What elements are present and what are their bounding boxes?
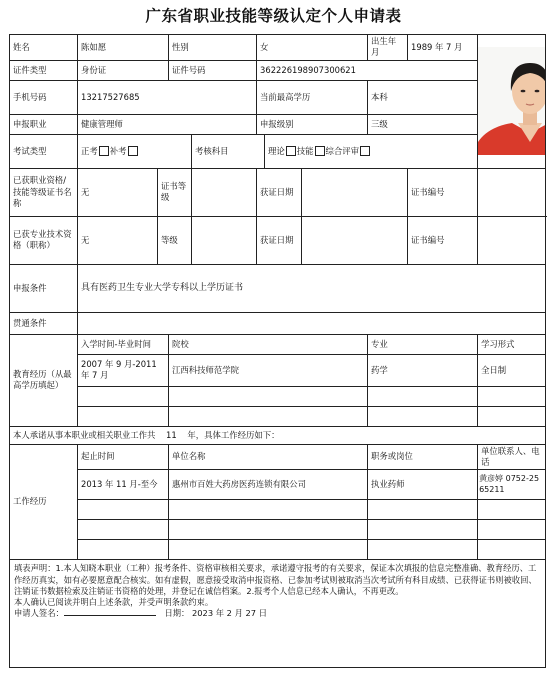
cert-no-label: 证书编号 bbox=[408, 168, 478, 216]
tech-qual-label: 已获专业技术资格（职称） bbox=[10, 216, 78, 264]
gender-label: 性别 bbox=[169, 35, 257, 61]
exam-first-checkbox[interactable] bbox=[99, 146, 109, 156]
level-value: 三级 bbox=[368, 114, 478, 134]
tech-level-value bbox=[192, 216, 257, 264]
edu-header-school: 院校 bbox=[169, 334, 368, 354]
date-label: 日期： bbox=[164, 608, 190, 619]
occupation-value: 健康管理师 bbox=[78, 114, 257, 134]
tech-level-label: 等级 bbox=[158, 216, 192, 264]
id-type-label: 证件类型 bbox=[10, 60, 78, 80]
table-row bbox=[10, 520, 546, 540]
work-company: 惠州市百姓大药房医药连锁有限公司 bbox=[169, 470, 368, 500]
edu-period: 2007 年 9 月-2011 年 7 月 bbox=[78, 354, 169, 386]
occupation-label: 申报职业 bbox=[10, 114, 78, 134]
condition-value: 具有医药卫生专业大学专科以上学历证书 bbox=[78, 264, 546, 312]
work-contact: 黄彦婷 0752-2565211 bbox=[478, 470, 546, 500]
exam-subject-label: 考核科目 bbox=[192, 134, 265, 168]
exam-type-options bbox=[78, 134, 192, 168]
table-row bbox=[10, 500, 546, 520]
work-header-company: 单位名称 bbox=[169, 444, 368, 470]
work-header-contact: 单位联系人、电话 bbox=[478, 444, 546, 470]
subject-review-label: 综合评审 bbox=[325, 145, 360, 156]
table-row bbox=[10, 386, 546, 406]
name-label: 姓名 bbox=[10, 35, 78, 61]
exam-subject-options bbox=[265, 134, 478, 168]
gender-value: 女 bbox=[257, 35, 368, 61]
issue-date-label: 获证日期 bbox=[257, 168, 302, 216]
tech-date-label: 获证日期 bbox=[257, 216, 302, 264]
phone-label: 手机号码 bbox=[10, 80, 78, 114]
tech-date-value bbox=[302, 216, 408, 264]
signature-field[interactable] bbox=[64, 615, 156, 616]
work-period: 2013 年 11 月-至今 bbox=[78, 470, 169, 500]
work-pledge: 本人承诺从事本职业或相关职业工作共 11 年，具体工作经历如下： bbox=[10, 426, 546, 444]
person-portrait-icon bbox=[478, 47, 545, 155]
subject-skill-label: 技能 bbox=[296, 145, 314, 156]
birth-label: 出生年月 bbox=[368, 35, 408, 61]
exam-makeup-checkbox[interactable] bbox=[128, 146, 138, 156]
subject-theory-label: 理论 bbox=[268, 145, 285, 156]
cert-level-value bbox=[192, 168, 257, 216]
tech-cert-no-value bbox=[478, 216, 546, 264]
work-header-period: 起止时间 bbox=[78, 444, 169, 470]
edu-header-period: 入学时间-毕业时间 bbox=[78, 334, 169, 354]
date-value: 2023 年 2 月 27 日 bbox=[191, 608, 268, 619]
exam-makeup-label: 补考 bbox=[109, 145, 127, 156]
name-value: 陈如愿 bbox=[78, 35, 169, 61]
photo-cell bbox=[478, 35, 546, 169]
declaration bbox=[10, 560, 546, 668]
application-form bbox=[9, 34, 546, 668]
work-position: 执业药师 bbox=[368, 470, 478, 500]
id-no-value: 362226198907300621 bbox=[257, 60, 478, 80]
edu-level-value: 本科 bbox=[368, 80, 478, 114]
edu-mode: 全日制 bbox=[478, 354, 546, 386]
tech-cert-no-label: 证书编号 bbox=[408, 216, 478, 264]
table-row bbox=[10, 406, 546, 426]
cert-level-label: 证书等级 bbox=[158, 168, 192, 216]
signature-line bbox=[14, 608, 541, 619]
subject-theory-checkbox[interactable] bbox=[286, 146, 296, 156]
level-label: 申报级别 bbox=[257, 114, 368, 134]
work-header-position: 职务或岗位 bbox=[368, 444, 478, 470]
work-years: 11 bbox=[166, 429, 177, 440]
subject-skill-checkbox[interactable] bbox=[315, 146, 325, 156]
phone-value: 13217527685 bbox=[78, 80, 257, 114]
edu-header-mode: 学习形式 bbox=[478, 334, 546, 354]
id-type-value: 身份证 bbox=[78, 60, 169, 80]
pathway-value bbox=[78, 312, 546, 334]
table-row bbox=[10, 354, 546, 386]
qual-name-label: 已获职业资格/技能等级证书名称 bbox=[10, 168, 78, 216]
work-history-label: 工作经历 bbox=[10, 444, 78, 560]
subject-review-checkbox[interactable] bbox=[360, 146, 370, 156]
pathway-label: 贯通条件 bbox=[10, 312, 78, 334]
declaration-confirm: 本人确认已阅读并明白上述条款，并受声明条款约束。 bbox=[14, 596, 214, 607]
edu-school: 江西科技师范学院 bbox=[169, 354, 368, 386]
sign-label: 申请人签名： bbox=[14, 608, 64, 619]
edu-header-major: 专业 bbox=[368, 334, 478, 354]
exam-first-label: 正考 bbox=[81, 145, 98, 156]
condition-label: 申报条件 bbox=[10, 264, 78, 312]
table-row bbox=[10, 540, 546, 560]
exam-type-label: 考试类型 bbox=[10, 134, 78, 168]
table-row bbox=[10, 470, 546, 500]
cert-no-value bbox=[478, 168, 546, 216]
tech-qual-value: 无 bbox=[78, 216, 158, 264]
applicant-photo bbox=[478, 47, 545, 155]
issue-date-value bbox=[302, 168, 408, 216]
edu-history-label: 教育经历（从最高学历填起） bbox=[10, 334, 78, 426]
qual-name-value: 无 bbox=[78, 168, 158, 216]
form-title: 广东省职业技能等级认定个人申请表 bbox=[145, 7, 402, 25]
declaration-text: 填表声明：1.本人知晓本职业（工种）报考条件、资格审核相关要求，承诺遵守报考的有关要求，保证本次填报的信息完整准确、教育经历、工作经历真实，如有必要愿意配合核实。如有虚假，愿意接受取消申报资格、已参加考试则被取消当次考试所有科目成绩、已获得证书则被收回、注销证书数据检索及注销证书资格的处理，并登记在诚信档案。2.报考个人信息已经本人确认，不再更改。 bbox=[14, 563, 537, 596]
id-no-label: 证件号码 bbox=[169, 60, 257, 80]
edu-major: 药学 bbox=[368, 354, 478, 386]
edu-level-label: 当前最高学历 bbox=[257, 80, 368, 114]
birth-value: 1989 年 7 月 bbox=[408, 35, 478, 61]
